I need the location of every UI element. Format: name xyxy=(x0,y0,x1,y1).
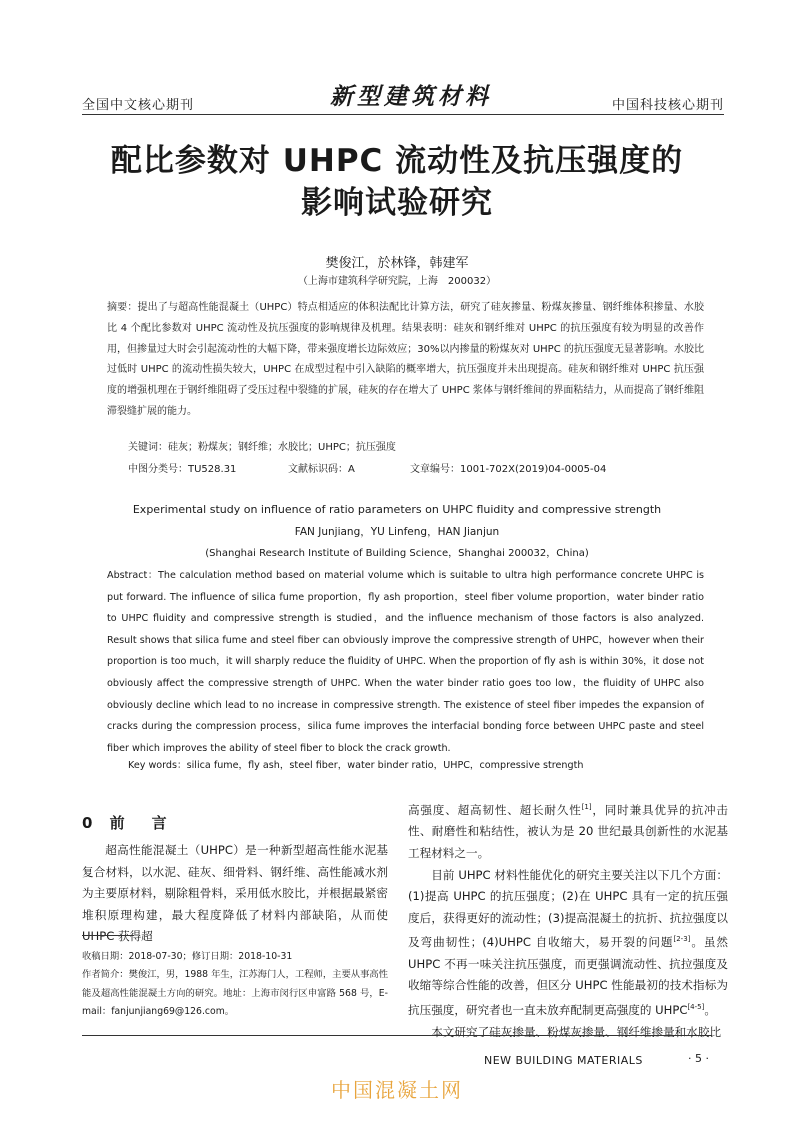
journal-logo: 新型建筑材料 xyxy=(330,83,492,110)
body-paragraph: 本文研究了硅灰掺量、粉煤灰掺量、钢纤维掺量和水胶比 xyxy=(431,1024,722,1039)
abstract-chinese: 摘要：提出了与超高性能混凝土（UHPC）特点相适应的体积法配比计算方法，研究了硅灰掺量、粉煤灰掺量、钢纤维体积掺量、水胶比 4 个配比参数对 UHPC 流动性及抗压强度的影响规律及机理。结果表明：硅灰和钢纤维对 UHPC 的抗压强度有较为明显的改善作用，但掺量过大时会引起流动性的大幅下降，带来强度增长边际效应；30%以内掺量的粉煤灰对 UHPC 的抗压强度无显著影响。水胶比过低时 UHPC 的流动性损失较大，UHPC 在成型过程中引入缺陷的概率增大，抗压强度并未出现提高。硅灰和钢纤维对 UHPC 抗压强度的增强机理在于钢纤维阻碍了受压过程中裂缝的扩展，硅灰的存在增大了 UHPC 浆体与钢纤维间的界面粘结力，从而提高了钢纤维阻滞裂缝扩展的能力。 xyxy=(107,302,704,417)
footnote-received-date: 收稿日期：2018-07-30；修订日期：2018-10-31 xyxy=(82,951,293,962)
body-column-left xyxy=(82,840,388,948)
citation-ref[interactable]: [4-5] xyxy=(687,1003,705,1012)
watermark: 中国混凝土网 xyxy=(331,1078,463,1102)
page-number: · 5 · xyxy=(688,1052,709,1065)
body-paragraph: 超高性能混凝土（UHPC）是一种新型超高性能水泥基复合材料，以水泥、硅灰、细骨料、钢纤维、高性能减水剂为主要原材料，剔除粗骨料，采用低水胶比，并根据最紧密堆积原理构建，最大程度降低了材料内部缺陷，从而使 UHPC 获得超 xyxy=(82,843,388,944)
footer-journal-name: NEW BUILDING MATERIALS xyxy=(484,1054,643,1067)
paper-title-line-2: 影响试验研究 xyxy=(301,185,493,221)
paper-title-line-1: 配比参数对 UHPC 流动性及抗压强度的 xyxy=(110,143,684,179)
abstract-english: Abstract：The calculation method based on material volume which is suitable to ultra high performance concrete UHPC is put forward. The influence of silica fume proportion，fly ash proportion，steel fiber volume proportion，water binder ratio to UHPC fluidity and compressive strength is studied，and the influence mechanism of those factors is also analyzed. Result shows that silica fume and steel fiber can obviously improve the compressive strength of UHPC，however when their proportion is too much，it will sharply reduce the fluidity of UHPC. When the proportion of fly ash is within 30%，it dose not obviously affect the compressive strength of UHPC. When the water binder ratio goes too low，the fluidity of UHPC also obviously decline which lead to no increase in compressive strength. The existence of steel fiber impedes the expansion of cracks during the compression process，silica fume improves the interfacial bonding force between UHPC paste and steel fiber which improves the ability of steel fiber to block the crack growth. xyxy=(107,570,704,754)
footnote-author-bio: 作者简介：樊俊江，男，1988 年生，江苏海门人，工程师，主要从事高性能及超高性能混凝土方向的研究。地址：上海市闵行区申富路 568 号，E-mail：fanjunjiang69@126.com。 xyxy=(82,969,388,1018)
footnote xyxy=(82,948,388,1022)
section-heading-introduction: 0 前 言 xyxy=(82,814,173,832)
affiliation: （上海市建筑科学研究院，上海 200032） xyxy=(297,276,497,287)
body-column-right xyxy=(408,797,728,1043)
body-text: 。 xyxy=(704,1002,716,1017)
body-text: 高强度、超高韧性、超长耐久性 xyxy=(408,802,582,817)
footnote-divider xyxy=(82,935,134,936)
body-text: 。虽然 UHPC 不再一味关注抗压强度，而更强调流动性、抗拉强度及收缩等综合性能的改善，但区分 UHPC 性能最初的技术指标为抗压强度，研究者也一直未放弃配制更高强度的 UHPC xyxy=(408,935,728,1017)
english-affiliation: (Shanghai Research Institute of Building Science，Shanghai 200032，China) xyxy=(205,548,589,559)
body-paragraph xyxy=(408,797,728,865)
keywords-english: Key words：silica fume，fly ash，steel fiber，water binder ratio，UHPC，compressive strength xyxy=(128,760,584,771)
authors: 樊俊江，於林锋，韩建军 xyxy=(325,256,469,271)
body-text: ，同时兼具优异的抗冲击性、耐磨性和粘结性，被认为是 20 世纪最具创新性的水泥基工程材料之一。 xyxy=(408,802,728,861)
paper-title xyxy=(60,140,734,224)
clc-number: 中图分类号：TU528.31 xyxy=(128,464,237,475)
english-authors: FAN Junjiang，YU Linfeng，HAN Jianjun xyxy=(294,526,500,538)
header-right-label: 中国科技核心期刊 xyxy=(611,98,724,113)
english-title: Experimental study on influence of ratio parameters on UHPC fluidity and compressive strength xyxy=(132,503,662,516)
footer-divider xyxy=(82,1035,712,1036)
header-divider xyxy=(82,114,724,115)
body-paragraph xyxy=(408,865,728,1022)
citation-ref[interactable]: [2-3] xyxy=(673,935,691,944)
body-text: 目前 UHPC 材料性能优化的研究主要关注以下几个方面：(1)提高 UHPC 的抗压强度；(2)在 UHPC 具有一定的抗压强度后，获得更好的流动性；(3)提高混凝土的抗折、抗拉强度以及弯曲韧性；(4)UHPC 自收缩大，易开裂的问题 xyxy=(408,867,728,950)
article-number: 文章编号：1001-702X(2019)04-0005-04 xyxy=(410,464,607,475)
document-code: 文献标识码：A xyxy=(288,464,355,475)
keywords-chinese: 关键词：硅灰；粉煤灰；钢纤维；水胶比；UHPC；抗压强度 xyxy=(128,442,396,453)
header-left-label: 全国中文核心期刊 xyxy=(82,98,195,113)
citation-ref[interactable]: [1] xyxy=(581,803,592,811)
